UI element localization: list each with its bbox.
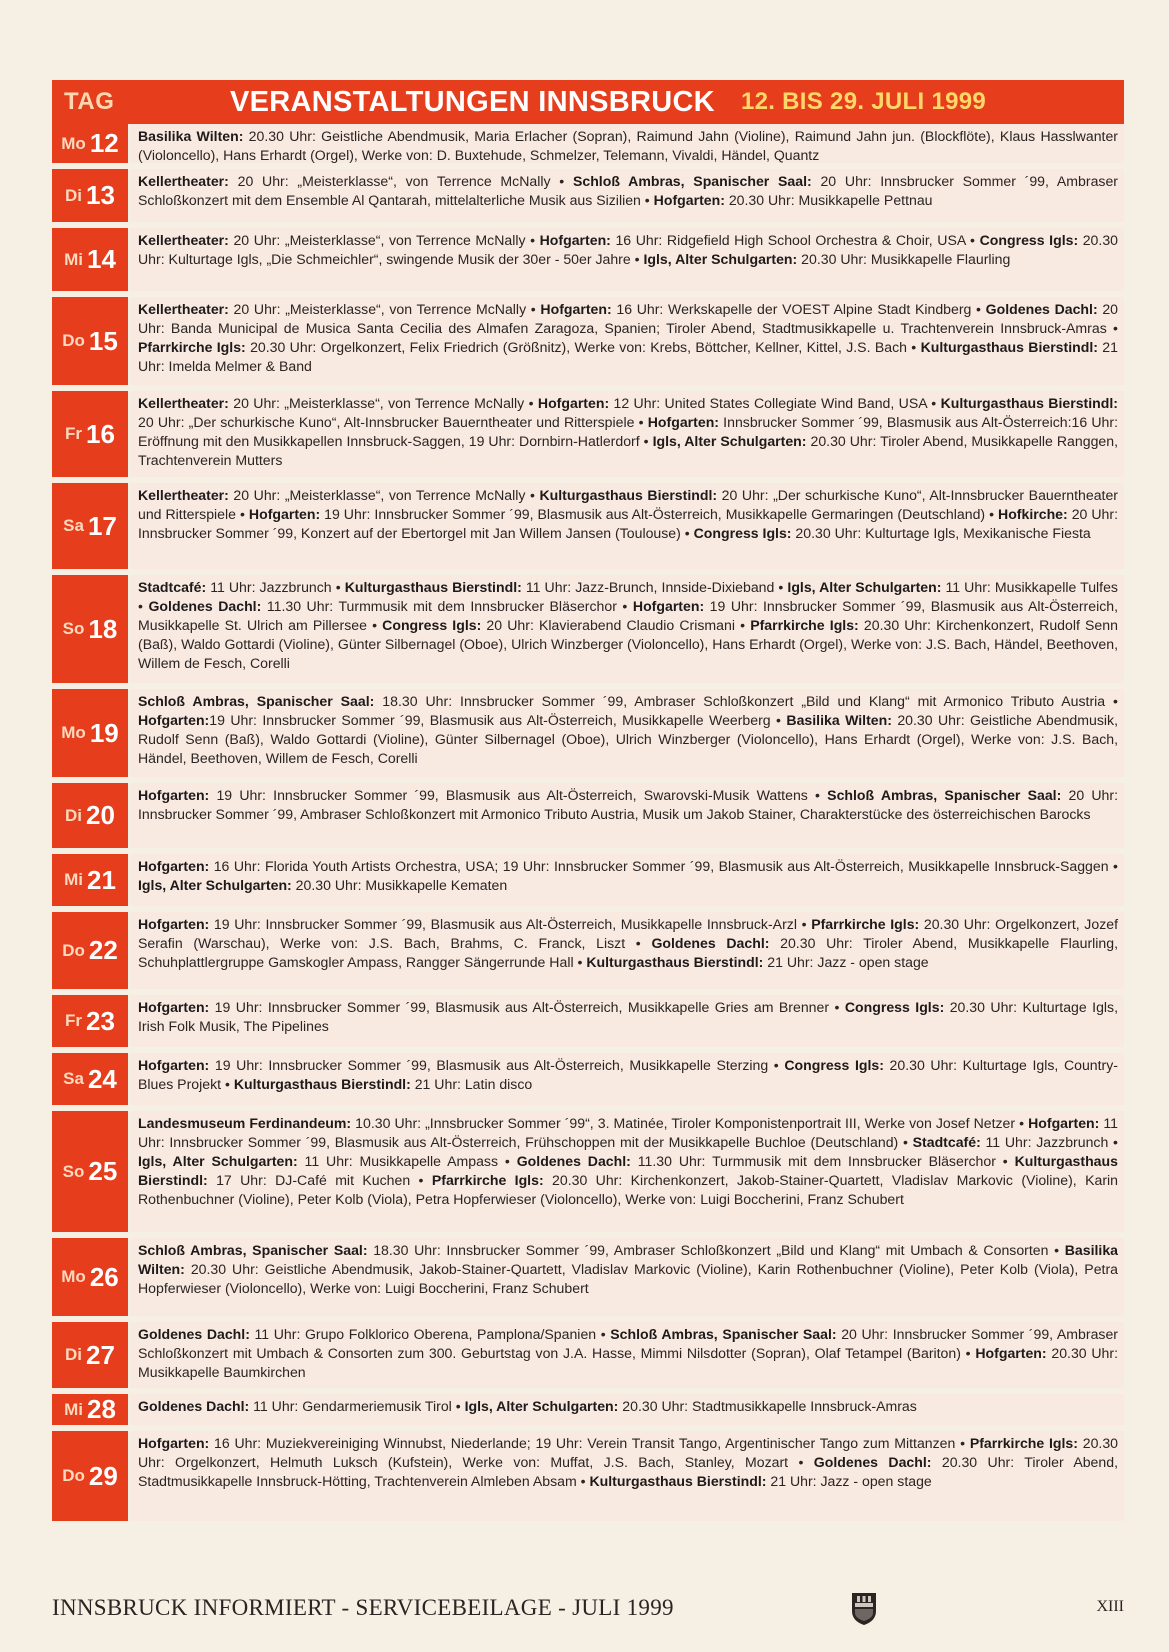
footer-text: INNSBRUCK INFORMIERT - SERVICEBEILAGE - JULI 1999 [52,1595,674,1620]
event-details: 20.30 Uhr: Orgelkonzert, Helmuth Luksch (Kufstein), Werke von: Muffat, J.S. Bach, Stanley, Mozart • [138,1435,1118,1470]
event-text [130,854,1124,912]
day-number: 25 [88,1156,118,1186]
day-number: 29 [88,1460,118,1491]
event-details: 19 Uhr: Innsbrucker Sommer ´99, Blasmusik aus Alt-Österreich, Musikkapelle Germaringen (Deutschland) • [320,506,999,522]
venue-name: Pfarrkirche Igls: [138,339,246,355]
event-details: 16 Uhr: Ridgefield High School Orchestra & Choir, USA • [610,232,980,248]
event-details: 20.30 Uhr: Geistliche Abendmusik, Jakob-Stainer-Quartett, Vladislav Markovic (Violine), Karin Rothenbuchner (Violine), Peter Kolb (Viola), Petra Hopferwieser (Violoncello), Werke von: Luigi Boccherini, Franz Schubert [138,1261,1118,1296]
day-row [52,124,1124,169]
day-cell [52,483,128,575]
day-number: 18 [88,613,118,644]
event-details: 11 Uhr: Musikkapelle Ampass • [297,1153,517,1169]
event-details: 21 Uhr: Imelda Melmer & Band [138,339,1118,374]
venue-name: Landesmuseum Ferdinandeum: [138,1115,352,1131]
event-details: 17 Uhr: DJ-Café mit Kuchen • [207,1172,432,1188]
venue-name: Schloß Ambras, Spanischer Saal: [138,1242,368,1258]
day-number: 19 [89,717,119,748]
day-number: 17 [87,510,117,541]
page-title: VERANSTALTUNGEN INNSBRUCK [230,85,715,118]
event-text [130,124,1124,169]
venue-name: Hofgarten: [138,916,210,932]
event-details: 20.30 Uhr: Kirchenkonzert, Rudolf Senn (Baß), Waldo Gottardi (Violine), Günter Silbernagel (Oboe), Ulrich Winzberger (Violoncello), Hans Erhardt (Orgel), Werke von: J.S. Bach, Händel, Beethoven, Willem de Fesch, Corelli [138,617,1118,671]
event-text [130,1238,1124,1322]
event-text [130,297,1124,391]
event-details: 20 Uhr: Innsbrucker Sommer ´99, Konzert auf der Ebertorgel mit Jan Willem Jansen (Toulouse) • [138,506,1118,541]
event-details: 20.30 Uhr: Tiroler Abend, Musikkapelle Ranggen, Trachtenverein Mutters [138,433,1118,468]
day-cell [52,228,128,297]
weekday-label: Mo [61,1267,86,1286]
footer [52,1595,1124,1625]
event-text [130,1322,1124,1394]
weekday-label: Di [65,1345,83,1364]
event-details: Innsbrucker Sommer ´99, Blasmusik aus Alt-Österreich:16 Uhr: Eröffnung mit den Musikkapellen Innsbruck-Saggen, 19 Uhr: Dornbirn-Hatlerdorf • [138,414,1118,449]
event-text [130,1111,1124,1238]
event-details: 20 Uhr: „Der schurkische Kuno“, Alt-Innsbrucker Bauerntheater und Ritterspiele • [138,414,648,430]
day-number: 15 [88,325,118,356]
event-text [130,1431,1124,1527]
venue-name: Hofgarten: [138,999,210,1015]
venue-name: Kulturgasthaus Bierstindl: [138,1153,1118,1188]
venue-name: Goldenes Dachl: [138,1398,250,1414]
day-cell [52,854,128,912]
day-row [52,854,1124,912]
event-details: 20 Uhr: „Meisterklasse“, von Terrence McNally • [228,487,540,503]
innsbruck-crest-icon [849,1591,879,1627]
venue-name: Schloß Ambras, Spanischer Saal: [572,173,812,189]
event-details: 20 Uhr: „Der schurkische Kuno“, Alt-Innsbrucker Bauerntheater und Ritterspiele • [138,487,1118,522]
event-details: 19 Uhr: Innsbrucker Sommer ´99, Blasmusik aus Alt-Österreich, Musikkapelle Sterzing • [209,1057,785,1073]
venue-name: Hofgarten: [138,858,210,874]
event-details: 11 Uhr: Jazz-Brunch, Innside-Dixieband • [521,579,788,595]
event-details: 19 Uhr: Innsbrucker Sommer ´99, Blasmusik aus Alt-Österreich, Musikkapelle Innsbruck-Arzl • [209,916,812,932]
venue-name: Hofgarten: [1028,1115,1100,1131]
event-details: 20 Uhr: Klavierabend Claudio Crismani • [481,617,751,633]
event-details: 18.30 Uhr: Innsbrucker Sommer ´99, Ambraser Schloßkonzert „Bild und Klang“ mit Umbach & Consorten • [367,1242,1065,1258]
event-details: 20.30 Uhr: Geistliche Abendmusik, Rudolf Senn (Baß), Waldo Gottardi (Violine), Günter Silbernagel (Oboe), Ulrich Winzberger (Violoncello), Hans Erhardt (Orgel), Werke von: J.S. Bach, Händel, Beethoven, Willem de Fesch, Corelli [138,712,1118,766]
event-details: 16 Uhr: Muziekvereiniging Winnubst, Niederlande; 19 Uhr: Verein Transit Tango, Argentinischer Tango zum Mittanzen • [209,1435,970,1451]
venue-name: Hofgarten: [537,395,610,411]
venue-name: Hofgarten: [138,1057,210,1073]
event-details: 20 Uhr: Innsbrucker Sommer ´99, Ambraser Schloßkonzert mit Armonico Tributo Austria, Musik um Jakob Stainer, Charakterstücke des österreichischen Barocks [138,787,1118,822]
day-row [52,912,1124,995]
day-number: 13 [86,180,115,210]
day-row [52,1394,1124,1431]
day-row [52,228,1124,297]
event-details: 20.30 Uhr: Stadtmusikkapelle Innsbruck-Amras [618,1398,917,1414]
venue-name: Kulturgasthaus Bierstindl: [539,487,718,503]
day-row [52,689,1124,783]
event-details: 10.30 Uhr: „Innsbrucker Sommer ´99“, 3. Matinée, Tiroler Komponistenportrait III, Werke von Josef Netzer • [351,1115,1029,1131]
weekday-label: Mi [64,249,83,269]
event-details: 19 Uhr: Innsbrucker Sommer ´99, Blasmusik aus Alt-Österreich, Musikkapelle Gries am Brenner • [209,999,845,1015]
venue-name: Pfarrkirche Igls: [969,1435,1078,1451]
page-number: XIII [1096,1598,1124,1615]
venue-name: Kulturgasthaus Bierstindl: [940,395,1118,411]
venue-name: Kellertheater: [138,173,229,189]
event-details: 12 Uhr: United States Collegiate Wind Band, USA • [609,395,941,411]
day-row [52,297,1124,391]
event-details: 20.30 Uhr: Kirchenkonzert, Jakob-Stainer-Quartett, Vladislav Markovic (Violine), Karin Rothenbuchner (Violine), Peter Kolb (Viola), Petra Hopferwieser (Violoncello), Werke von: Luigi Boccherini, Franz Schubert [138,1172,1118,1207]
venue-name: Hofgarten: [540,301,612,317]
weekday-label: Do [62,1466,85,1485]
day-cell [52,783,128,854]
venue-name: Goldenes Dachl: [985,301,1098,317]
event-details: 11 Uhr: Jazzbrunch • [206,579,345,595]
event-text [130,391,1124,483]
event-details: 20.30 Uhr: Kulturtage Igls, „Die Schmeichler“, swingende Musik der 30er - 50er Jahre • [138,232,1118,267]
venue-name: Kellertheater: [138,487,229,503]
venue-name: Kellertheater: [138,395,229,411]
venue-name: Schloß Ambras, Spanischer Saal: [827,787,1062,803]
weekday-label: Di [65,185,83,205]
venue-name: Igls, Alter Schulgarten: [464,1398,619,1414]
event-details: 11 Uhr: Jazzbrunch • [980,1134,1118,1150]
event-details: 11 Uhr: Innsbrucker Sommer ´99, Blasmusik aus Alt-Österreich, Frühschoppen mit der Musikkapelle Buchloe (Deutschland) • [138,1115,1119,1150]
event-text [130,912,1124,995]
day-cell [52,1394,128,1431]
day-number: 24 [87,1063,117,1094]
event-details: 20 Uhr: „Meisterklasse“, von Terrence McNally • [228,301,541,317]
venue-name: Hofgarten: [539,232,611,248]
venue-name: Hofgarten: [975,1345,1047,1361]
day-cell [52,1322,128,1394]
event-details: 19 Uhr: Innsbrucker Sommer ´99, Blasmusik aus Alt-Österreich, Musikkapelle St. Ulrich am Pillersee • [138,598,1119,633]
venue-name: Pfarrkirche Igls: [811,916,920,932]
event-text [130,1053,1124,1111]
venue-name: Goldenes Dachl: [148,598,262,614]
event-details: 20.30 Uhr: Orgelkonzert, Felix Friedrich (Größnitz), Werke von: Krebs, Böttcher, Kellner, Kittel, J.S. Bach • [245,339,921,355]
day-number: 28 [86,1394,116,1424]
event-details: 19 Uhr: Innsbrucker Sommer ´99, Blasmusik aus Alt-Österreich, Swarovski-Musik Wattens • [209,787,828,803]
event-details: 20.30 Uhr: Musikkapelle Flaurling [797,251,1011,267]
venue-name: Pfarrkirche Igls: [750,617,859,633]
event-details: 11 Uhr: Grupo Folklorico Oberena, Pamplona/Spanien • [249,1326,611,1342]
event-text [130,689,1124,783]
day-row [52,1238,1124,1322]
venue-name: Congress Igls: [382,617,482,633]
event-details: 20 Uhr: „Meisterklasse“, von Terrence McNally • [228,173,573,189]
day-row [52,1431,1124,1527]
event-details: 20.30 Uhr: Kulturtage Igls, Mexikanische Fiesta [791,525,1091,541]
event-text [130,483,1124,575]
event-text [130,995,1124,1053]
day-cell [52,124,128,169]
event-details: 20.30 Uhr: Kulturtage Igls, Country-Blues Projekt • [138,1057,1118,1092]
venue-name: Stadtcafé: [912,1134,981,1150]
weekday-label: Do [62,331,85,350]
weekday-label: Fr [65,424,83,443]
venue-name: Congress Igls: [693,525,792,541]
event-text [130,169,1124,228]
day-number: 12 [89,128,119,158]
venue-name: Goldenes Dachl: [813,1454,932,1470]
day-number: 22 [88,935,118,965]
venue-name: Congress Igls: [979,232,1079,248]
day-number: 27 [86,1339,115,1370]
venue-name: Igls, Alter Schulgarten: [652,433,807,449]
day-row [52,1111,1124,1238]
day-cell [52,169,128,228]
event-details: 20.30 Uhr: Musikkapelle Kematen [291,877,508,893]
venue-name: Kulturgasthaus Bierstindl: [344,579,522,595]
event-details: 20.30 Uhr: Geistliche Abendmusik, Maria Erlacher (Sopran), Raimund Jahn (Violine), Raimund Jahn jun. (Blockflöte), Klaus Hasslwanter (Violoncello), Hans Erhardt (Orgel), Werke von: D. Buxtehude, Schmelzer, Telemann, Vivaldi, Händel, Quantz [138,128,1118,163]
weekday-label: Sa [63,516,84,535]
weekday-label: So [62,1161,85,1181]
venue-name: Goldenes Dachl: [138,1326,250,1342]
event-details: 16 Uhr: Florida Youth Artists Orchestra, USA; 19 Uhr: Innsbrucker Sommer ´99, Blasmusik aus Alt-Österreich, Musikkapelle Innsbruck-Saggen • [209,858,1118,874]
weekday-label: Do [62,940,85,960]
day-number: 21 [86,864,116,895]
weekday-label: Mo [61,133,86,153]
day-row [52,1053,1124,1111]
event-text [130,228,1124,297]
event-details: 20.30 Uhr: Musikkapelle Pettnau [724,192,933,208]
event-details: 20 Uhr: Banda Municipal de Musica Santa Cecilia des Almafen Zaragoza, Spanien; Tiroler Abend, Stadtmusikkapelle u. Trachtenverein Innsbruck-Amras • [138,301,1119,336]
day-cell [52,1053,128,1111]
day-cell [52,575,128,689]
day-row [52,575,1124,689]
venue-name: Hofkirche: [998,506,1068,522]
venue-name: Schloß Ambras, Spanischer Saal: [610,1326,837,1342]
venue-name: Kellertheater: [138,301,229,317]
venue-name: Basilika Wilten: [138,128,244,144]
day-number: 26 [89,1261,119,1292]
event-details: 20.30 Uhr: Musikkapelle Baumkirchen [138,1345,1118,1380]
day-row [52,483,1124,575]
day-cell [52,297,128,391]
day-cell [52,912,128,995]
venue-name: Stadtcafé: [138,579,207,595]
event-details: 21 Uhr: Jazz - open stage [766,1473,932,1489]
event-details: 11.30 Uhr: Turmmusik mit dem Innsbrucker Bläserchor • [630,1153,1015,1169]
event-details: 20.30 Uhr: Tiroler Abend, Stadtmusikkapelle Innsbruck-Hötting, Trachtenverein Almleben Absam • [138,1454,1118,1489]
table-header [52,80,1124,124]
event-details: 20 Uhr: Innsbrucker Sommer ´99, Ambraser Schloßkonzert mit Umbach & Consorten zum 300. Geburtstag von J.A. Hasse, Mimmi Nilsdotter (Sopran), Olaf Tetampel (Bariton) • [138,1326,1118,1361]
day-row [52,1322,1124,1394]
venue-name: Goldenes Dachl: [516,1153,631,1169]
venue-name: Igls, Alter Schulgarten: [643,251,798,267]
venue-name: Hofgarten: [647,414,719,430]
weekday-label: Mi [64,1399,83,1419]
day-row [52,783,1124,854]
day-cell [52,689,128,783]
event-details: 20 Uhr: „Meisterklasse“, von Terrence McNally • [228,395,538,411]
tag-column-label: TAG [64,88,115,115]
day-cell [52,995,128,1053]
event-details: 11 Uhr: Musikkapelle Tulfes • [138,579,1118,614]
event-details: 21 Uhr: Latin disco [410,1076,533,1092]
venue-name: Hofgarten: [138,787,210,803]
day-cell [52,1238,128,1322]
weekday-label: Di [65,805,83,825]
weekday-label: Sa [63,1069,84,1088]
venue-name: Igls, Alter Schulgarten: [787,579,942,595]
venue-name: Basilika Wilten: [138,1242,1118,1277]
day-row [52,169,1124,228]
weekday-label: So [62,619,85,638]
weekday-label: Mi [64,870,83,889]
day-number: 20 [86,800,115,830]
venue-name: Hofgarten: [248,506,321,522]
event-details: 20 Uhr: Innsbrucker Sommer ´99, Ambraser Schloßkonzert mit dem Ensemble Al Qantarah, mittelalterliche Musik aus Sizilien • [138,173,1118,208]
event-details: 19 Uhr: Innsbrucker Sommer ´99, Blasmusik aus Alt-Österreich, Musikkapelle Weerberg • [209,712,787,728]
venue-name: Hofgarten: [653,192,725,208]
event-details: 20 Uhr: „Meisterklasse“, von Terrence McNally • [228,232,540,248]
event-details: 20.30 Uhr: Tiroler Abend, Musikkapelle Flaurling, Schuhplattlergruppe Gamskogler Ampass, Rangger Sängerrunde Hall • [138,935,1118,970]
date-range: 12. BIS 29. JULI 1999 [740,88,987,115]
day-cell [52,1111,128,1238]
day-row [52,391,1124,483]
event-text [130,1394,1124,1431]
event-text [130,783,1124,854]
day-cell [52,391,128,483]
day-cell [52,1431,128,1527]
venue-name: Pfarrkirche Igls: [431,1172,544,1188]
event-details: 16 Uhr: Werkskapelle der VOEST Alpine Stadt Kindberg • [611,301,986,317]
day-number: 23 [86,1005,115,1036]
event-details: 11 Uhr: Gendarmeriemusik Tirol • [249,1398,465,1414]
event-details: 20.30 Uhr: Kulturtage Igls, Irish Folk Musik, The Pipelines [138,999,1118,1034]
event-details: 11.30 Uhr: Turmmusik mit dem Innsbrucker Bläserchor • [261,598,633,614]
events-list [52,124,1124,1527]
venue-name: Kulturgasthaus Bierstindl: [920,339,1098,355]
venue-name: Kulturgasthaus Bierstindl: [586,954,764,970]
venue-name: Kellertheater: [138,232,229,248]
event-details: 18.30 Uhr: Innsbrucker Sommer ´99, Ambraser Schloßkonzert „Bild und Klang“ mit Armonico Tributo Austria • [374,693,1118,709]
venue-name: Hofgarten: [138,712,210,728]
event-text [130,575,1124,689]
weekday-label: Mo [61,723,86,742]
venue-name: Schloß Ambras, Spanischer Saal: [138,693,375,709]
event-details: 20.30 Uhr: Orgelkonzert, Jozef Serafin (Warschau), Werke von: J.S. Bach, Brahms, C. Franck, Liszt • [138,916,1118,951]
venue-name: Hofgarten: [138,1435,210,1451]
event-details: 21 Uhr: Jazz - open stage [763,954,929,970]
venue-name: Congress Igls: [784,1057,884,1073]
venue-name: Igls, Alter Schulgarten: [138,877,292,893]
venue-name: Congress Igls: [844,999,945,1015]
day-number: 16 [86,418,115,449]
venue-name: Kulturgasthaus Bierstindl: [589,1473,767,1489]
day-number: 14 [86,244,116,274]
venue-name: Igls, Alter Schulgarten: [138,1153,298,1169]
weekday-label: Fr [65,1011,83,1030]
venue-name: Goldenes Dachl: [651,935,770,951]
venue-name: Kulturgasthaus Bierstindl: [233,1076,411,1092]
venue-name: Basilika Wilten: [786,712,892,728]
day-row [52,995,1124,1053]
venue-name: Hofgarten: [632,598,705,614]
